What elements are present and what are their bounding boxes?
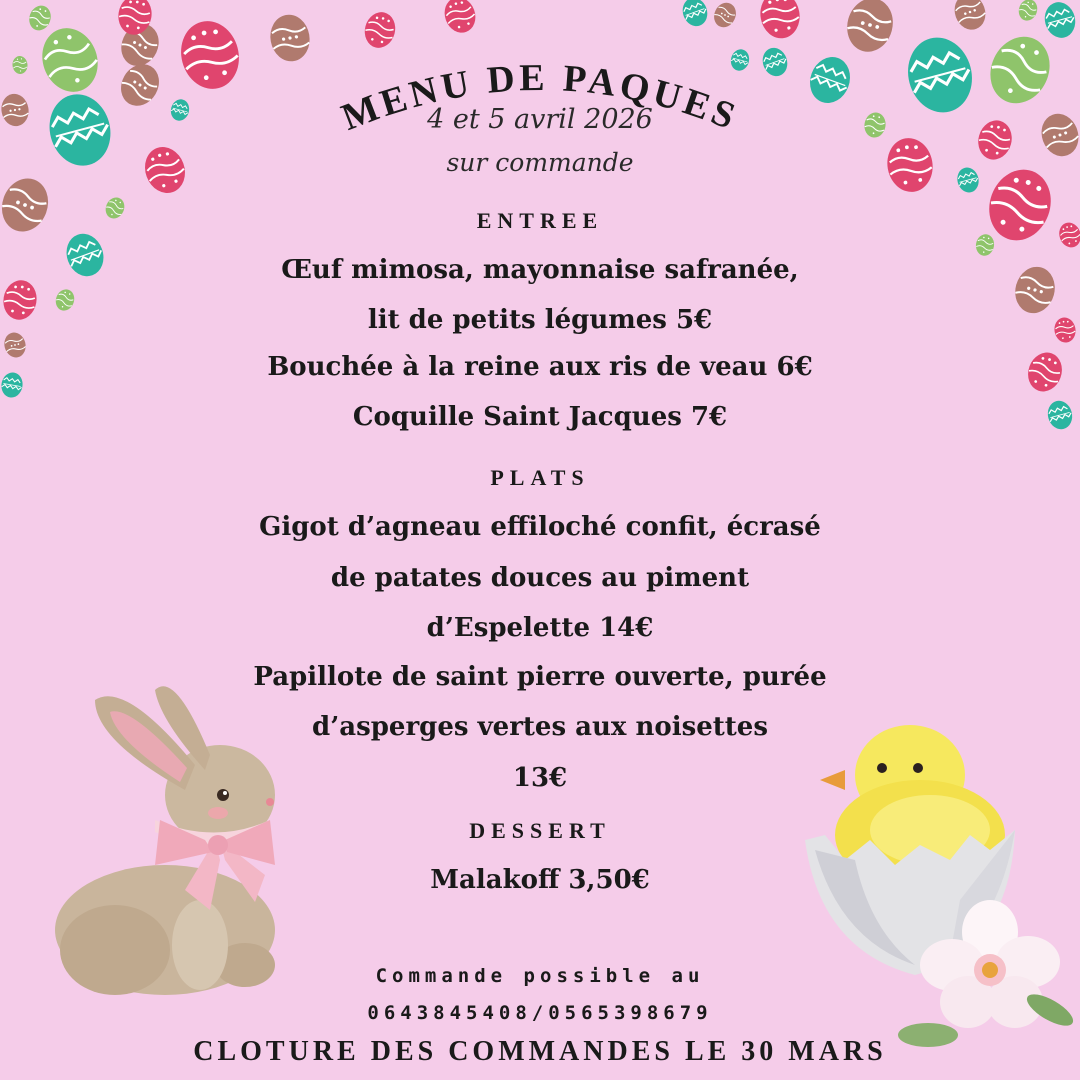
menu-line: d’Espelette 14€ [426, 613, 654, 643]
bunny-illustration [35, 680, 295, 1000]
section-heading-dessert: DESSERT [469, 818, 611, 843]
chick-in-egg-illustration [800, 720, 1080, 1050]
menu-line: Coquille Saint Jacques 7€ [352, 402, 728, 432]
menu-line: de patates douces au piment [330, 563, 750, 593]
order-note: sur commande [446, 148, 634, 177]
menu-line: 13€ [512, 763, 568, 793]
closing-date-notice: CLOTURE DES COMMANDES LE 30 MARS [193, 1036, 887, 1067]
menu-line: Bouchée à la reine aux ris de veau 6€ [267, 352, 813, 382]
menu-line: Œuf mimosa, mayonnaise safranée, [281, 255, 799, 285]
order-contact-text: Commande possible au [375, 965, 705, 987]
menu-line: Malakoff 3,50€ [430, 865, 650, 895]
menu-line: Gigot d’agneau effiloché confit, écrasé [259, 512, 821, 542]
section-heading-entree: ENTREE [476, 208, 604, 233]
menu-line: Papillote de saint pierre ouverte, purée [253, 662, 827, 692]
section-heading-plats: PLATS [490, 465, 590, 490]
menu-date: 4 et 5 avril 2026 [427, 104, 653, 135]
phone-numbers: 0643845408/0565398679 [367, 1002, 713, 1024]
svg-text:MENU DE PAQUES: MENU DE PAQUES [336, 56, 745, 140]
menu-line: d’asperges vertes aux noisettes [312, 712, 768, 742]
menu-line: lit de petits légumes 5€ [367, 305, 713, 335]
